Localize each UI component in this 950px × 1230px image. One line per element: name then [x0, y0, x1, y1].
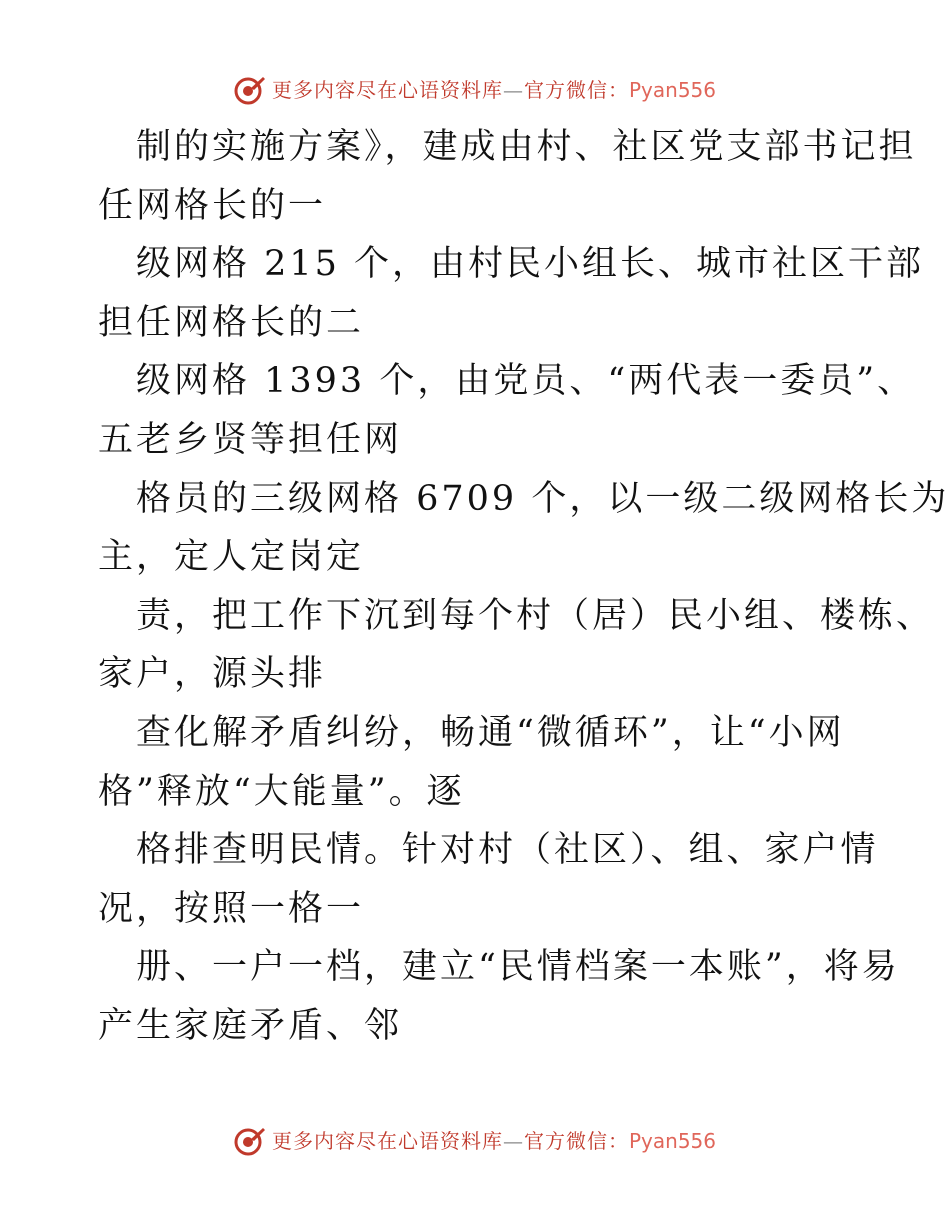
- text-line: 查化解矛盾纠纷，畅通“微循环”，让“小网: [136, 712, 845, 753]
- document-body: [98, 118, 950, 1056]
- text-line: 格员的三级网格 6709 个，以一级二级网格长为: [136, 478, 950, 519]
- watermark-suffix: 官方微信：: [523, 1129, 629, 1153]
- pen-circle-logo-icon: [234, 74, 266, 106]
- text-line: 级网格 1393 个，由党员、“两代表一委员”、: [136, 361, 916, 402]
- watermark-wechat-id: Pyan556: [628, 1129, 716, 1153]
- text-line: 级网格 215 个，由村民小组长、城市社区干部: [136, 244, 925, 285]
- watermark-suffix: 官方微信：: [523, 78, 629, 102]
- watermark-dash: —: [502, 1129, 524, 1153]
- footer-watermark: [0, 1125, 950, 1157]
- watermark-prefix: 更多内容尽在心语资料库: [271, 78, 503, 102]
- header-watermark: [0, 74, 950, 106]
- pen-circle-logo-icon: [234, 1125, 266, 1157]
- watermark-dash: —: [502, 78, 524, 102]
- text-line: 产生家庭矛盾、邻: [98, 1005, 403, 1046]
- text-line: 任网格长的一: [98, 185, 327, 226]
- text-line: 格”释放“大能量”。逐: [98, 771, 465, 812]
- watermark-wechat-id: Pyan556: [628, 78, 716, 102]
- text-line: 制的实施方案》，建成由村、社区党支部书记担: [136, 127, 917, 167]
- text-line: 责，把工作下沉到每个村（居）民小组、楼栋、: [136, 595, 935, 636]
- watermark-prefix: 更多内容尽在心语资料库: [271, 1129, 503, 1153]
- text-line: 册、一户一档，建立“民情档案一本账”，将易: [136, 947, 900, 988]
- text-line: 况，按照一格一: [98, 888, 365, 929]
- text-line: 家户，源头排: [98, 654, 327, 695]
- text-line: 担任网格长的二: [98, 302, 365, 343]
- text-line: 五老乡贤等担任网: [98, 419, 403, 460]
- text-line: 格排查明民情。针对村（社区）、组、家户情: [136, 830, 879, 871]
- text-line: 主，定人定岗定: [98, 537, 365, 578]
